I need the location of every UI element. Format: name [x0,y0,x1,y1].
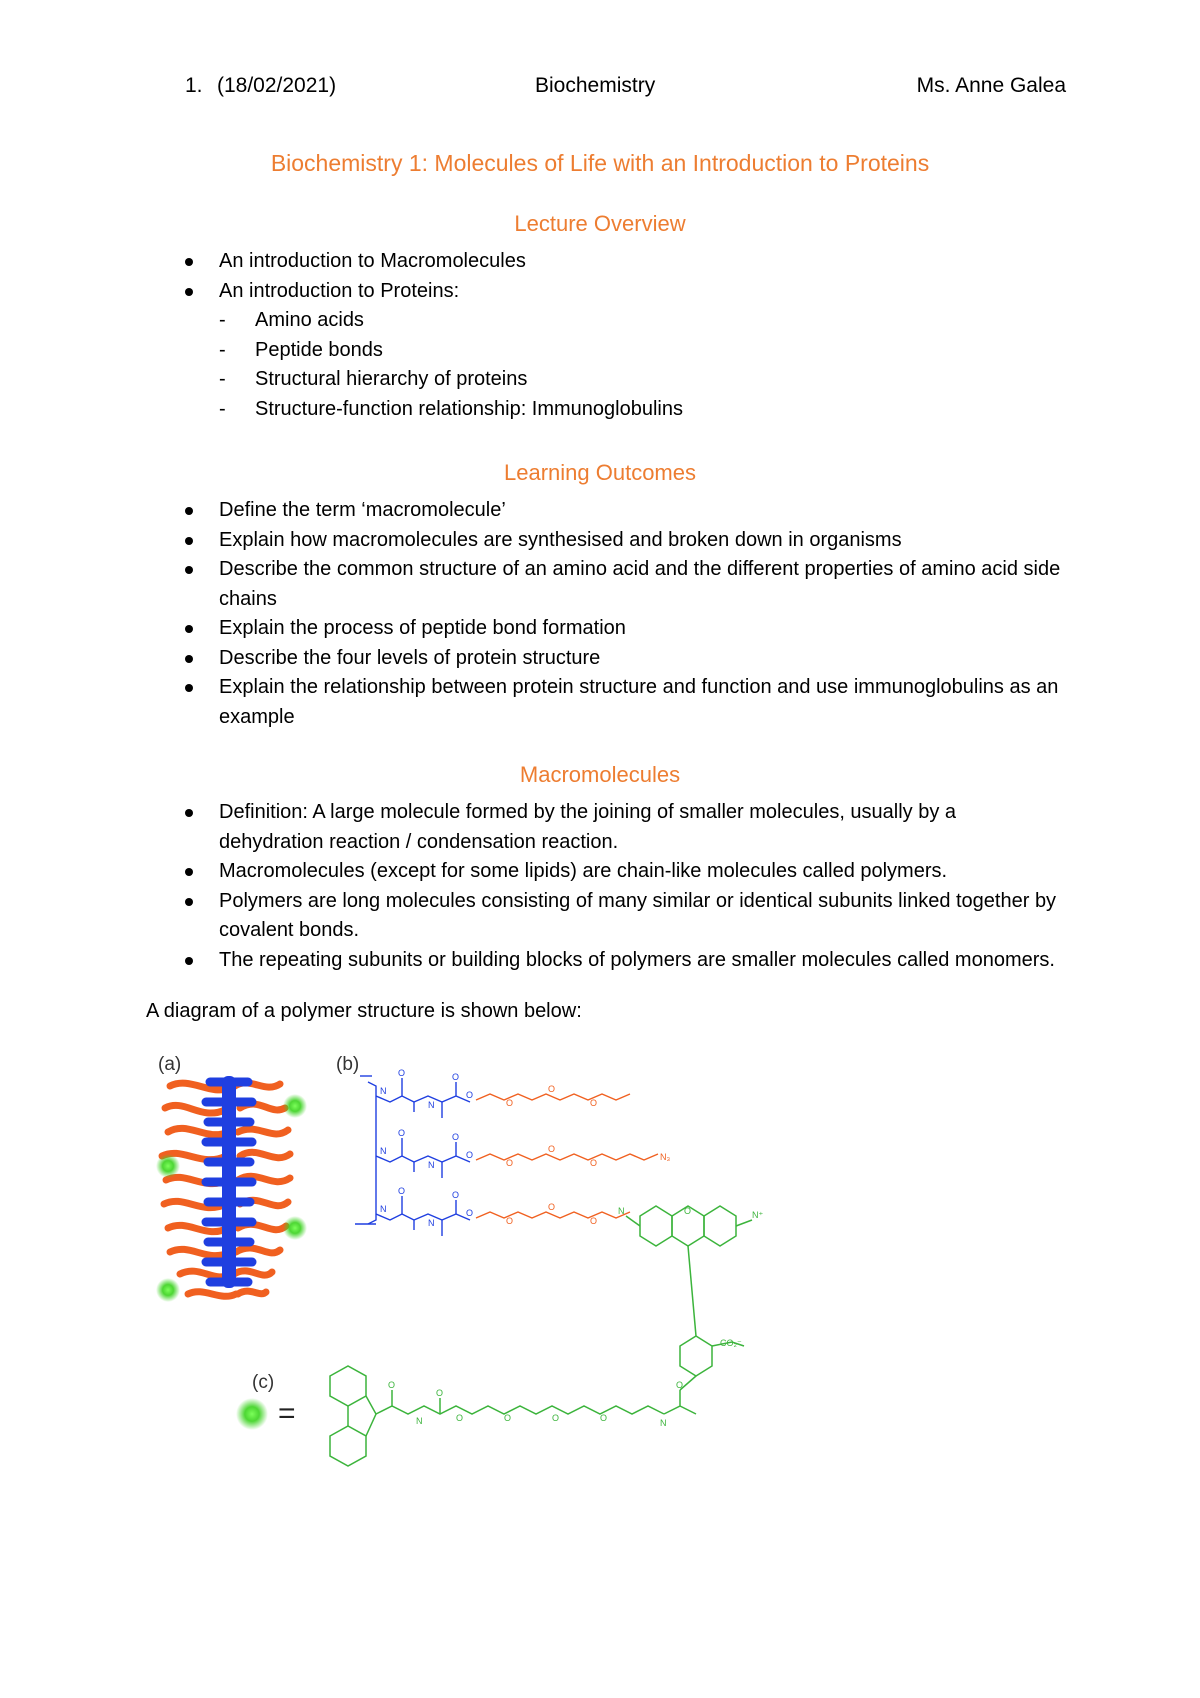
list-item: An introduction to Macromolecules [185,247,1065,277]
panel-a-label: (a) [158,1054,182,1075]
svg-text:O: O [684,1206,692,1216]
svg-text:N: N [618,1206,625,1216]
lecture-overview-list [185,247,1065,424]
svg-text:O: O [398,1186,406,1196]
list-item: An introduction to Proteins: [185,277,1065,307]
svg-text:O: O [548,1084,556,1094]
svg-text:N: N [380,1086,387,1096]
polymer-diagram [140,1046,764,1486]
blue-atom-labels [380,1068,473,1228]
teacher-name: Ms. Anne Galea [916,74,1066,97]
green-atom-labels [388,1206,763,1428]
svg-text:O: O [548,1202,556,1212]
orange-side-chains [476,1094,658,1218]
svg-text:O: O [466,1150,474,1160]
svg-text:CO₂⁻: CO₂⁻ [720,1338,742,1348]
list-item: Explain the relationship between protein structure and function and use immunoglobulins as an example [185,673,1065,732]
sub-list-item: - Structural hierarchy of proteins [185,365,1065,395]
list-item: Polymers are long molecules consisting of many similar or identical subunits linked together by covalent bonds. [185,887,1065,946]
svg-text:N: N [428,1218,435,1228]
list-item: Describe the four levels of protein structure [185,644,1065,674]
document-title: Biochemistry 1: Molecules of Life with an Introduction to Proteins [270,150,930,176]
svg-text:O: O [398,1128,406,1138]
dye-marker [156,1154,180,1178]
dye-marker [283,1094,307,1118]
learning-outcomes-heading: Learning Outcomes [504,460,696,485]
list-item: Macromolecules (except for some lipids) are chain-like molecules called polymers. [185,857,1065,887]
list-item: Define the term ‘macromolecule’ [185,496,1065,526]
svg-text:N: N [380,1204,387,1214]
svg-text:O: O [436,1388,444,1398]
svg-text:O: O [388,1380,396,1390]
polymer-diagram-svg [140,1046,764,1486]
diagram-intro-text: A diagram of a polymer structure is shown below: [146,1000,582,1022]
svg-text:O: O [600,1413,608,1423]
svg-text:O: O [466,1208,474,1218]
sub-list-item: - Peptide bonds [185,336,1065,366]
svg-text:O: O [590,1158,598,1168]
polymer-helix-model [156,1076,307,1302]
dye-marker [283,1216,307,1240]
svg-text:N: N [416,1416,423,1426]
svg-text:O: O [466,1090,474,1100]
lecture-overview-heading: Lecture Overview [514,211,686,236]
svg-text:O: O [548,1144,556,1154]
list-item: The repeating subunits or building blocks of polymers are smaller molecules called monomers. [185,946,1065,976]
svg-text:N: N [428,1100,435,1110]
svg-text:O: O [452,1132,460,1142]
list-item: Definition: A large molecule formed by the joining of smaller molecules, usually by a dehydration reaction / condensation reaction. [185,798,1065,857]
svg-text:O: O [398,1068,406,1078]
svg-text:O: O [590,1216,598,1226]
svg-text:N⁺: N⁺ [752,1210,764,1220]
svg-text:O: O [452,1190,460,1200]
list-item: Describe the common structure of an amino acid and the different properties of amino acid side chains [185,555,1065,614]
macromolecules-heading: Macromolecules [519,762,681,787]
dye-structure [236,1206,763,1466]
svg-text:N: N [660,1418,667,1428]
macromolecules-list [185,798,1065,975]
dye-marker [156,1278,180,1302]
svg-text:O: O [506,1216,514,1226]
lecture-date: (18/02/2021) [217,74,337,97]
svg-text:O: O [452,1072,460,1082]
backbone-core [222,1076,236,1288]
list-item: Explain how macromolecules are synthesised and broken down in organisms [185,526,1065,556]
svg-text:O: O [456,1413,464,1423]
orange-atom-labels [506,1084,670,1226]
sub-list-item: - Amino acids [185,306,1065,336]
svg-text:N: N [428,1160,435,1170]
svg-text:O: O [590,1098,598,1108]
svg-text:N: N [380,1146,387,1156]
blue-backbone [355,1076,470,1236]
panel-c-label: (c) [252,1372,275,1393]
svg-text:O: O [506,1158,514,1168]
svg-text:N₃: N₃ [660,1152,671,1162]
list-item: Explain the process of peptide bond formation [185,614,1065,644]
panel-b-label: (b) [336,1054,360,1075]
green-structure [330,1206,752,1466]
learning-outcomes-list [185,496,1065,732]
page-header [185,74,1066,104]
equals-sign: = [278,1397,296,1430]
svg-text:O: O [504,1413,512,1423]
sub-list-item: - Structure-function relationship: Immunoglobulins [185,395,1065,425]
subject-name: Biochemistry [535,74,656,97]
dye-symbol [236,1398,268,1430]
svg-text:O: O [506,1098,514,1108]
lecture-number: 1. [185,74,203,97]
svg-text:O: O [552,1413,560,1423]
svg-text:O: O [676,1380,684,1390]
